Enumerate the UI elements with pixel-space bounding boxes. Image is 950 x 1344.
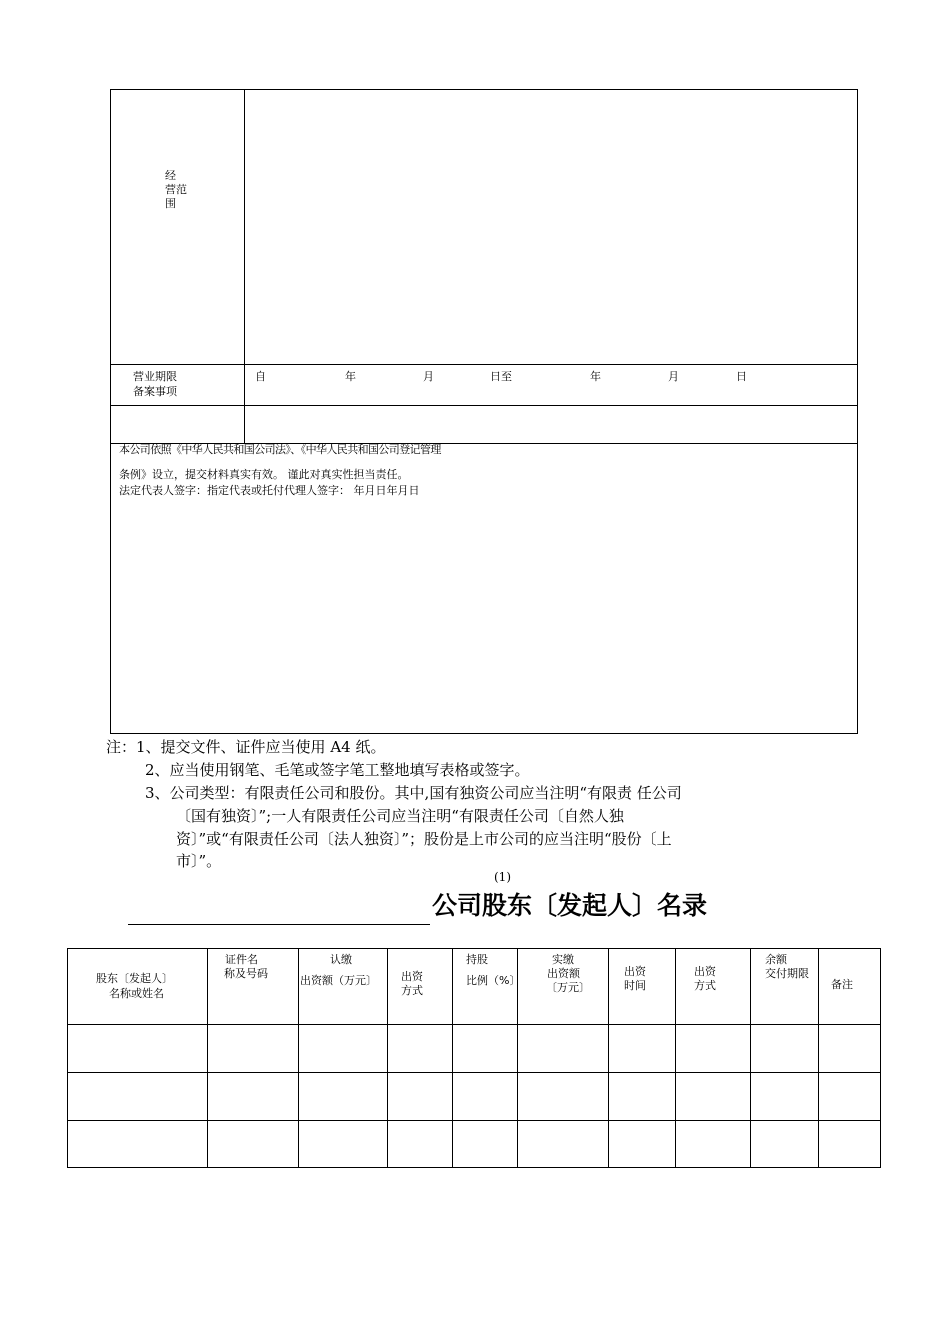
business-scope-field[interactable] — [246, 91, 855, 363]
header-balance-a: 余额 — [765, 953, 787, 966]
note-3-cont-3: 市〕”。 — [176, 852, 222, 870]
scope-label-line2: 营范 — [165, 183, 187, 196]
filing-label: 备案事项 — [133, 385, 177, 398]
note-1: 注：1、提交文件、证件应当使用 A4 纸。 — [106, 738, 386, 756]
header-paid-b: 出资额 — [547, 967, 580, 980]
scope-label-line1: 经 — [165, 169, 176, 182]
header-shareholder-name-a: 股东〔发起人〕 — [96, 972, 173, 985]
note-3-cont-1: 〔国有独资〕”;一人有限责任公司应当注明“有限责任公司〔自然人独 — [176, 807, 624, 825]
header-method-a: 出资 — [401, 970, 423, 983]
header-ratio-b: 比例（%〕 — [466, 974, 521, 987]
note-3: 3、公司类型：有限责任公司和股份。其中,国有独资公司应当注明“有限责 任公司 — [145, 784, 682, 802]
header-time-b: 时间 — [624, 979, 646, 992]
note-2: 2、应当使用钢笔、毛笔或签字笔工整地填写表格或签字。 — [145, 761, 530, 779]
declaration-line3: 法定代表人签字：指定代表或托付代理人签字： 年月日年月日 — [119, 484, 420, 497]
header-id-b: 称及号码 — [224, 967, 268, 980]
header-subscribed-b: 出资额（万元〕 — [300, 974, 377, 987]
scope-label — [165, 169, 187, 211]
term-day-to: 日至 — [490, 370, 512, 383]
term-day-2: 日 — [736, 370, 747, 383]
header-time-a: 出资 — [624, 965, 646, 978]
header-ratio-a: 持股 — [466, 953, 488, 966]
declaration-line1: 本公司依照《中华人民共和国公司法》、《中华人民共和国公司登记管理 — [119, 443, 441, 456]
company-name-blank — [128, 924, 430, 925]
note-3-cont-2: 资〕”或“有限责任公司〔法人独资〕”；股份是上市公司的应当注明“股份〔上 — [176, 830, 672, 848]
term-year-2: 年 — [590, 370, 601, 383]
term-from: 自 — [255, 370, 266, 383]
term-month-1: 月 — [423, 370, 434, 383]
table-row[interactable] — [68, 1025, 880, 1072]
header-shareholder-name-b: 名称或姓名 — [109, 987, 164, 1000]
scope-label-line3: 围 — [165, 197, 176, 210]
declaration-line2: 条例》设立，提交材料真实有效。 谨此对真实性担当责任。 — [119, 468, 409, 481]
header-paid-c: 〔万元〕 — [546, 981, 590, 994]
header-method2-a: 出资 — [694, 965, 716, 978]
filing-field[interactable] — [246, 407, 855, 442]
header-method-b: 方式 — [401, 984, 423, 997]
page-marker: (1) — [494, 870, 511, 884]
table-row[interactable] — [68, 1121, 880, 1167]
roster-title: 公司股东〔发起人〕名录 — [432, 891, 708, 920]
header-balance-b: 交付期限 — [765, 967, 809, 980]
header-method2-b: 方式 — [694, 979, 716, 992]
term-month-2: 月 — [668, 370, 679, 383]
header-subscribed-a: 认缴 — [330, 953, 352, 966]
header-paid-a: 实缴 — [552, 953, 574, 966]
header-remarks: 备注 — [831, 978, 853, 991]
term-label: 营业期限 — [133, 370, 177, 383]
term-year-1: 年 — [345, 370, 356, 383]
header-id-a: 证件名 — [225, 953, 258, 966]
table-row[interactable] — [68, 1073, 880, 1120]
